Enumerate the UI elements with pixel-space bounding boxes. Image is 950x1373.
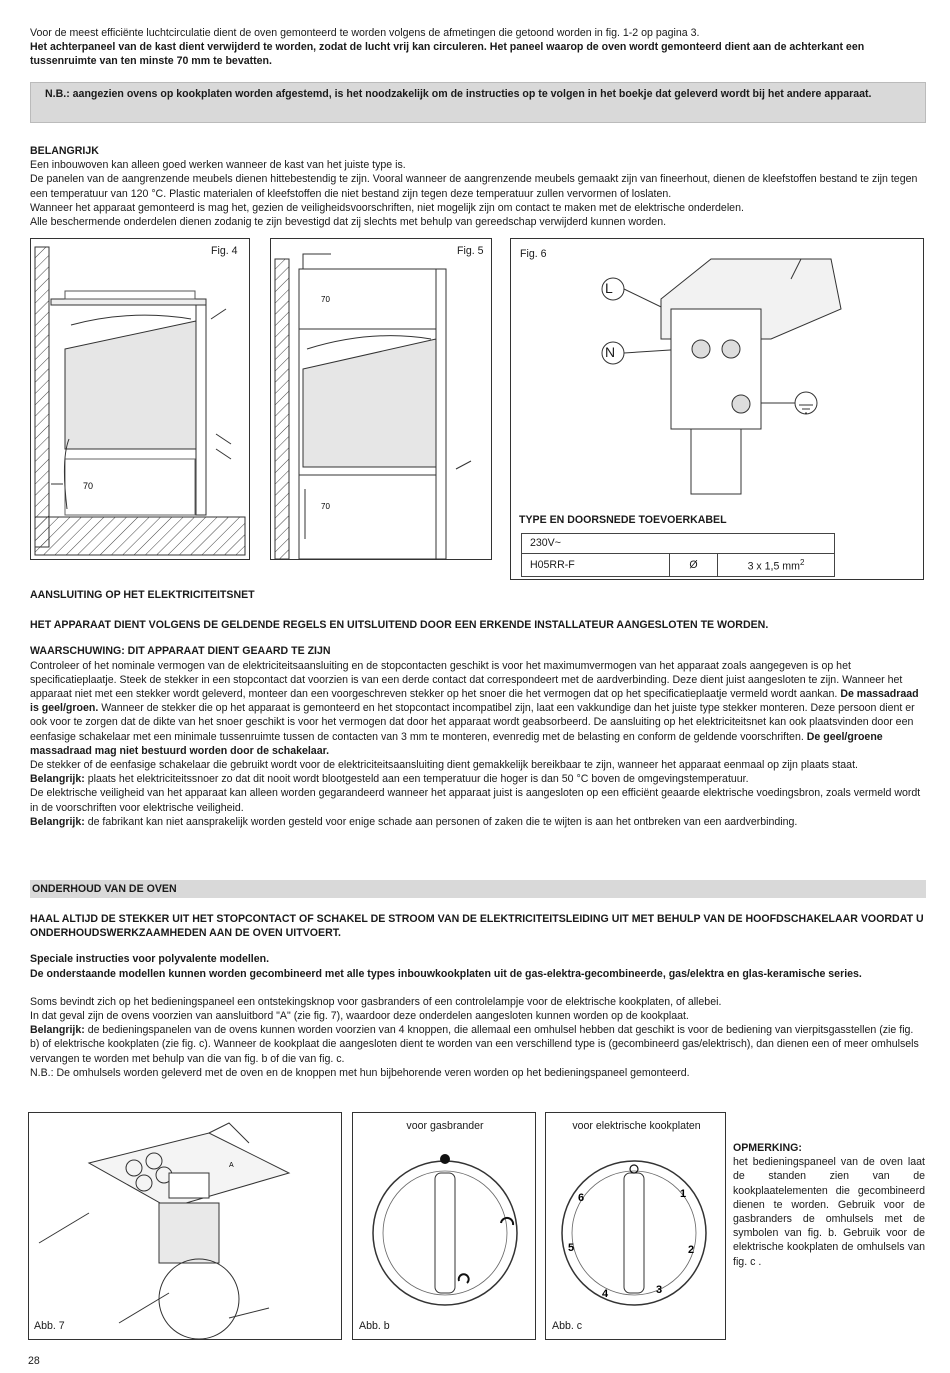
onderhoud-p1: Soms bevindt zich op het bedieningspaneel een ontstekingsknop voor gasbranders of een controlelampje voor de elektrische kookplaten, of allebei. (30, 995, 722, 1008)
aansluiting-p3 (30, 772, 925, 786)
fig5-dim-70-bottom: 70 (321, 502, 330, 511)
opmerking-text: het bedieningspaneel van de oven laat de standen zien van de kookplaatelementen die gecombineerd dienen te worden. Gebruik voor de gasbranders de omhulsels met de symbolen van fig. b. Gebruik voor de elektrische kookplaten de omhulsels van fig. c . (733, 1156, 925, 1268)
knob-number-3: 3 (656, 1284, 663, 1296)
fig4-dim-70: 70 (83, 481, 94, 491)
elec-knob (546, 1133, 726, 1333)
cable-section-sup: 2 (799, 558, 805, 567)
table-row (522, 554, 835, 577)
fig4-box (30, 238, 250, 560)
intro-line-1: Voor de meest efficiënte luchtcirculatie dient de oven gemonteerd te worden volgens de afmetingen die getoond worden in fig. 1-2 op pagina 3. (30, 27, 700, 39)
gas-title: voor gasbrander (406, 1120, 484, 1132)
onderhoud-section (30, 912, 925, 1080)
onderhoud-warning: HAAL ALTIJD DE STEKKER UIT HET STOPCONTACT OF SCHAKEL DE STROOM VAN DE ELEKTRICITEITSLEIDING UIT MET BEHULP VAN DE HOOFDSCHAKELAAR VOORDAT U ONDERHOUDSWERKZAAMHEDEN AAN DE OVEN UITVOERT. (30, 913, 924, 940)
fig5-cabinet-drawing (271, 239, 491, 559)
aansluiting-p1b: De massadraad is geel/groen. (30, 688, 919, 715)
page-number: 28 (28, 1355, 40, 1367)
belangrijk-line-2: De panelen van de aangrenzende meubels dienen hittebestendig te zijn. Vooral wanneer de aangrenzende meubels gemaakt zijn van fineerhout, dienen de kleefstoffen bestand te zijn tegen een temperatuur van 120 °C. Plastic materialen of kleefstoffen die niet bestand zijn tegen deze temperatuur zullen vervormen of loslaten. (30, 173, 918, 200)
belangrijk-line-1: Een inbouwoven kan alleen goed werken wanneer de kast van het juiste type is. (30, 159, 406, 172)
cable-type: H05RR-F (522, 554, 670, 577)
aansluiting-p3-label: Belangrijk: (30, 773, 85, 786)
onderhoud-p3-text: de bedieningspanelen van de ovens kunnen worden voorzien van 4 knoppen, die allemaal een omhulsel hebben dat geschikt is voor de bediening van vierpitsgasstellen (zie fig. b) of elektrische kookplaten (zie fig. c). Wanneer de kookplaat die aangesloten dient te worden van een verschillend type is (gecombineerd gas/elektrisch), dan dienen een of meer omhulsels vervangen te worden met behulp van die van fig. b of die van fig. c. (30, 1024, 919, 1065)
intro-line-2: Het achterpaneel van de kast dient verwijderd te worden, zodat de lucht vrij kan circuleren. Het paneel waarop de oven wordt gemonteerd dient aan de achterkant een tussenruimte van ten minste 70 mm te bevatten. (30, 41, 865, 68)
abb7-label-A: A (229, 1162, 234, 1169)
aansluiting-section (30, 588, 925, 829)
cable-table (521, 533, 835, 577)
aansluiting-p1d: De geel/groene massadraad mag niet bestuurd worden door de schakelaar. (30, 730, 883, 757)
knob-number-2: 2 (688, 1244, 695, 1256)
gas-off-dot-icon (440, 1154, 450, 1164)
opmerking (733, 1141, 925, 1269)
aansluiting-p3-text: plaats het elektriciteitssnoer zo dat dit nooit wordt blootgesteld aan een temperatuur die hoger is dan 50 °C boven de omgevingstemperatuur. (84, 773, 749, 786)
fig5-label: Fig. 5 (457, 245, 484, 257)
belangrijk-line-4: Alle beschermende onderdelen dienen zodanig te zijn bevestigd dat zij slechts met behulp van gereedschap verwijderd kunnen worden. (30, 216, 667, 229)
aansluiting-p1 (30, 659, 925, 758)
fig6-label-N: N (605, 344, 616, 360)
fig4-label: Fig. 4 (211, 245, 238, 257)
table-row (522, 534, 835, 554)
special-title: Speciale instructies voor polyvalente modellen. (30, 953, 270, 966)
aansluiting-p1c: Wanneer de stekker die op het apparaat is gemonteerd en het stopcontact incompatibel zijn, laat een vakkundige dan het juiste type stekker monteren. Deze persoon dient er ook voor te zorgen dat de dikte van het snoer geschikt is voor het vermogen dat door het apparaat wordt geabsorbeerd. De aansluiting op het elektriciteitsnet kan ook plaatsvinden door een eenfasige schakelaar met een minimale tussenruimte tussen de contacten van 3 mm te monteren, evenredig met de belasting en conform de geldende voorschriften. (30, 702, 915, 743)
cable-voltage: 230V~ (522, 534, 835, 554)
knob-number-1: 1 (680, 1188, 687, 1200)
fig6-terminal-block-drawing (511, 239, 923, 509)
note-box-text: N.B.: aangezien ovens op kookplaten worden afgestemd, is het noodzakelijk om de instructies op te volgen in het boekje dat geleverd wordt bij het andere apparaat. (45, 88, 872, 100)
abb7-hob-drawing (29, 1113, 341, 1339)
knob-number-4: 4 (602, 1288, 609, 1300)
belangrijk-title: BELANGRIJK (30, 145, 99, 157)
intro (30, 26, 925, 69)
fig6-label-L: L (605, 280, 613, 296)
aansluiting-p1a: Controleer of het nominale vermogen van de elektriciteitsaansluiting en de stopcontacten geschikt is voor het maximumvermogen van het apparaat zoals aangegeven is op het specificatieplaatje. Steek de stekker in een stopcontact dat voorzien is van een derde contact dat correspondeert met de aardverbinding. Deze dient juist aangesloten te zijn. Wanneer het apparaat niet met een stekker wordt geleverd, monteer dan een voorgeschreven stekker op het snoer die het vermogen dat op het specificatieplaatje vermeld wordt aankan. (30, 659, 903, 701)
belangrijk-section (30, 144, 925, 229)
belangrijk-line-3: Wanneer het apparaat gemonteerd is mag het, gezien de veiligheidsvoorschriften, niet mogelijk zijn om contact te maken met de elektrische onderdelen. (30, 201, 744, 214)
abb7-label: Abb. 7 (34, 1320, 65, 1332)
aansluiting-warning-title: WAARSCHUWING: DIT APPARAAT DIENT GEAARD TE ZIJN (30, 645, 331, 658)
onderhoud-p3 (30, 1023, 925, 1066)
onderhoud-p3-label: Belangrijk: (30, 1024, 85, 1037)
fig6-label: Fig. 6 (520, 248, 547, 260)
knob-number-5: 5 (568, 1242, 575, 1254)
note-box (30, 82, 926, 123)
aansluiting-installer: HET APPARAAT DIENT VOLGENS DE GELDENDE REGELS EN UITSLUITEND DOOR EEN ERKENDE INSTALLATEUR AANGESLOTEN TE WORDEN. (30, 619, 769, 632)
cable-title: TYPE EN DOORSNEDE TOEVOERKABEL (519, 514, 727, 526)
fig5-box (270, 238, 492, 560)
abbb-label: Abb. b (359, 1320, 390, 1332)
abbb-box (352, 1112, 536, 1340)
knob-number-6: 6 (578, 1192, 585, 1204)
abbc-label: Abb. c (552, 1320, 583, 1332)
cable-section: 3 x 1,5 mm (747, 560, 800, 573)
onderhoud-header (30, 880, 926, 898)
cable-section-cell (718, 554, 835, 577)
aansluiting-p5 (30, 815, 925, 829)
fig6-box (510, 238, 924, 580)
gas-knob (353, 1133, 535, 1333)
abb7-box (28, 1112, 342, 1340)
aansluiting-p5-text: de fabrikant kan niet aansprakelijk worden gesteld voor enige schade aan personen of zaken die te wijten is aan het ontbreken van een aardverbinding. (84, 815, 798, 828)
aansluiting-title: AANSLUITING OP HET ELEKTRICITEITSNET (30, 589, 255, 601)
onderhoud-p4: N.B.: De omhulsels worden geleverd met de oven en de knoppen met hun bijbehorende veren worden op het bedieningspaneel gemonteerd. (30, 1066, 690, 1079)
special-text: De onderstaande modellen kunnen worden gecombineerd met alle types inbouwkookplaten uit de gas-elektra-gecombineerde, gas/elektra en glas-keramische series. (30, 967, 862, 980)
fig5-dim-70-top: 70 (321, 295, 330, 304)
aansluiting-p5-label: Belangrijk: (30, 815, 85, 828)
fig4-cabinet-drawing (31, 239, 249, 559)
onderhoud-p2: In dat geval zijn de ovens voorzien van aansluitbord "A" (zie fig. 7), waardoor deze onderdelen aangesloten kunnen worden op de kookplaat. (30, 1010, 689, 1023)
abbc-box (545, 1112, 726, 1340)
opmerking-title: OPMERKING: (733, 1142, 802, 1154)
aansluiting-p4: De elektrische veiligheid van het apparaat kan alleen worden gegarandeerd wanneer het apparaat juist is aangesloten op een efficiënt geaarde elektrische voedingsbron, zoals vermeld wordt in de voorschriften voor elektrische veiligheid. (30, 787, 921, 814)
cable-symbol: Ø (670, 554, 718, 577)
aansluiting-p2: De stekker of de eenfasige schakelaar die gebruikt wordt voor de elektriciteitsaansluiting dient gemakkelijk bereikbaar te zijn, wanneer het apparaat eenmaal op zijn plaats staat. (30, 759, 858, 772)
onderhoud-title: ONDERHOUD VAN DE OVEN (32, 883, 177, 895)
elec-title: voor elektrische kookplaten (572, 1120, 701, 1132)
